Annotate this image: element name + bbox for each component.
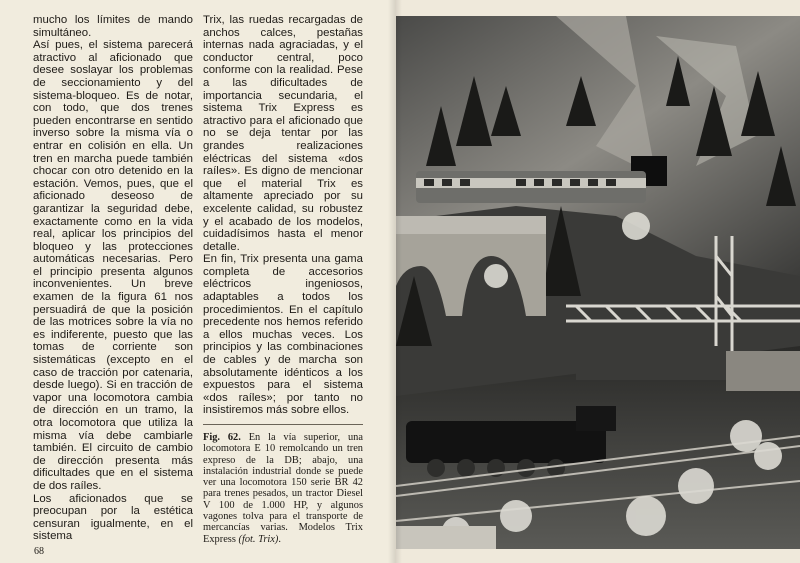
caption-text: En la vía superior, una locomotora E 10 remolcando un tren expreso de la DB; abajo, una instalación industrial donde se puede ver una locomotora 150 serie BR 42 para trenes pesados, un tractor Diesel V 100 de 1.000 HP, y algunos vagones tolva para el transporte de mercancías varias. Modelos Trix Express <box>203 432 363 545</box>
caption-divider <box>203 424 363 425</box>
text-column-1 <box>33 14 193 543</box>
hopper-wagons <box>576 346 726 380</box>
book-gutter <box>388 0 402 563</box>
photo-credit: (fot. Trix) <box>238 533 279 545</box>
brick-wall <box>396 526 496 549</box>
train-layout-photo <box>396 16 800 549</box>
photo-illustration <box>396 16 800 549</box>
figure-label: Fig. 62. <box>203 432 241 443</box>
caption-end: . <box>278 533 281 545</box>
text-column-2 <box>203 14 363 417</box>
left-page <box>0 0 395 563</box>
paragraph-4: Trix, las ruedas recargadas de anchos calces, pestañas internas nada agraciadas, y el conductor central, poco conforme con la realidad. Pese a las dificultades de importancia secundaria, el sistema Trix Express es atractivo para el aficionado que no se deja tentar por las grandes realizaciones eléctricas del sistema «dos raíles». Es digno de mencionar que el material Trix es altamente apreciado por su excelente calidad, su robustez y el acabado de los modelos, cuidadísimos hasta el menor detalle. <box>203 14 363 253</box>
stone-viaduct <box>396 216 546 234</box>
paragraph-1: mucho los límites de mando simultáneo. <box>33 14 193 39</box>
paragraph-2: Así pues, el sistema parecerá atractivo al aficionado que desee soslayar los problemas de seccionamiento y del sistema-bloqueo. Es de notar, con todo, que dos trenes pueden encontrarse en sentido inverso sobre la misma vía o entrar en colisión en ella. Un tren en marcha puede también chocar con otro detenido en la estación. Vemos, pues, que el aficionado deseoso de garantizar la seguridad debe, exactamente como en la vida real, aplicar los principios del bloqueo y las protecciones automáticas necesarias. Pero el principio presenta algunos inconvenientes. Un breve examen de la figura 61 nos persuadirá de que la posición de las motrices sobre la vía no es indiferente, puesto que las tomas de corriente son sistemáticas (excepto en el caso de tracción por catenaria, desde luego). Si en tracción de vapor una locomotora cambia de dirección en un tramo, la otra locomotora que utiliza la misma vía debe cambiarle también. El circuito de cambio de dirección presenta más dificultades que en el sistema de dos raíles. <box>33 39 193 492</box>
page-number: 68 <box>34 546 44 557</box>
paragraph-5: En fin, Trix presenta una gama completa de accesorios eléctricos ingeniosos, adaptables a todos los procedimientos. En el capítulo precedente nos hemos referido a ellos muchas veces. Los principios y las combinaciones de cables y de marcha son absolutamente idénticos a los expuestos para el sistema «dos raíles»; por tanto no insistiremos más sobre ellos. <box>203 253 363 417</box>
paragraph-3: Los aficionados que se preocupan por la estética censuran igualmente, en el sistema <box>33 492 193 543</box>
figure-caption <box>203 432 363 545</box>
